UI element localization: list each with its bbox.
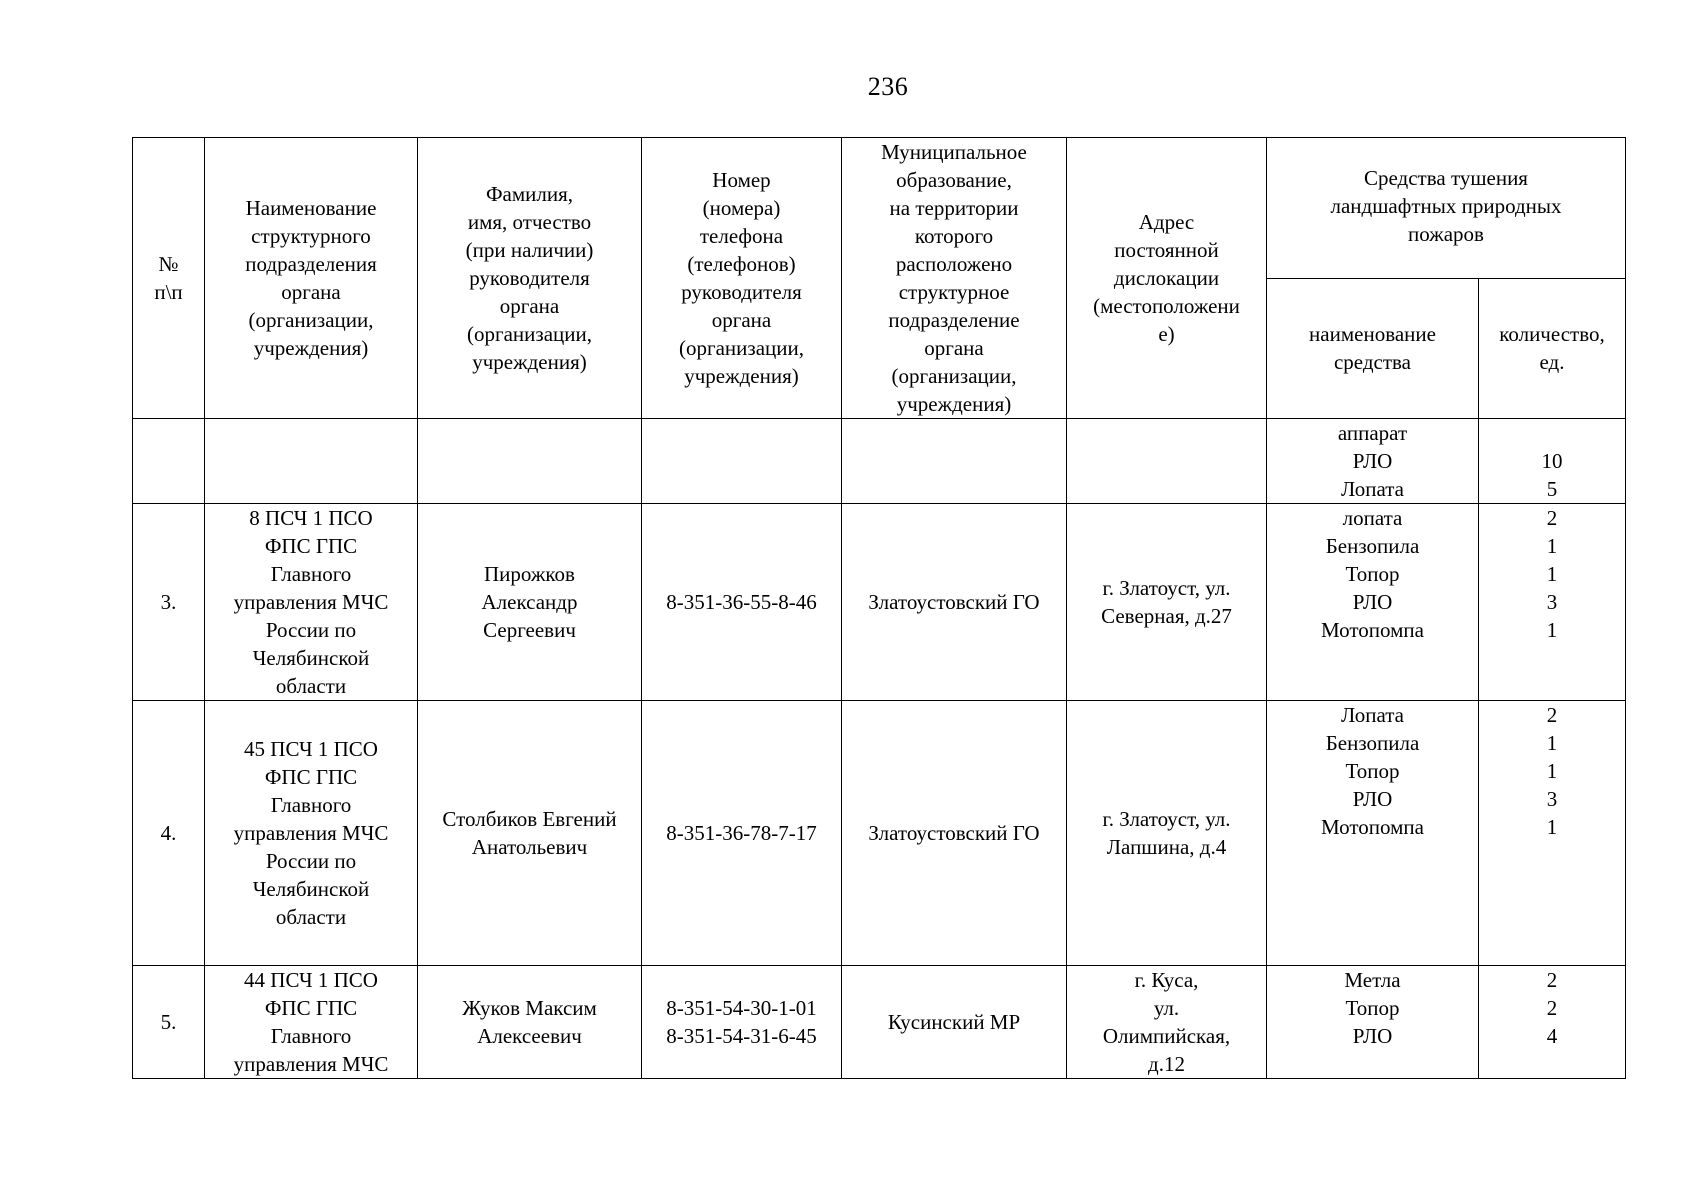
header-unit: Наименование структурного подразделения органа (организации, учреждения)	[205, 138, 418, 419]
cell-unit	[205, 419, 418, 504]
header-num: № п\п	[133, 138, 205, 419]
cell-address: г. Златоуст, ул. Лапшина, д.4	[1067, 701, 1267, 966]
table-row	[133, 504, 1626, 701]
cell-means-names: аппарат РЛО Лопата	[1267, 419, 1479, 504]
cell-means-qty: 2 2 4	[1479, 966, 1626, 1079]
cell-num: 4.	[133, 701, 205, 966]
cell-municipality: Златоустовский ГО	[842, 701, 1067, 966]
cell-head: Пирожков Александр Сергеевич	[418, 504, 642, 701]
cell-address: г. Златоуст, ул. Северная, д.27	[1067, 504, 1267, 701]
cell-means-names: лопата Бензопила Топор РЛО Мотопомпа	[1267, 504, 1479, 701]
header-municipality: Муниципальное образование, на территории которого расположено структурное подразделение органа (организации, учреждения)	[842, 138, 1067, 419]
cell-unit: 45 ПСЧ 1 ПСО ФПС ГПС Главного управления МЧС России по Челябинской области	[205, 701, 418, 966]
cell-means-qty: 2 1 1 3 1	[1479, 701, 1626, 966]
cell-phone: 8-351-36-78-7-17	[642, 701, 842, 966]
header-means-name: наименование средства	[1267, 278, 1479, 419]
cell-means-names: Метла Топор РЛО	[1267, 966, 1479, 1079]
table-row	[133, 966, 1626, 1079]
page-number: 236	[867, 72, 909, 101]
cell-address	[1067, 419, 1267, 504]
fire-means-table	[132, 137, 1626, 1079]
cell-phone: 8-351-36-55-8-46	[642, 504, 842, 701]
cell-means-qty: 10 5	[1479, 419, 1626, 504]
header-head: Фамилия, имя, отчество (при наличии) руководителя органа (организации, учреждения)	[418, 138, 642, 419]
cell-means-names: Лопата Бензопила Топор РЛО Мотопомпа	[1267, 701, 1479, 966]
table-row	[133, 701, 1626, 966]
cell-unit: 44 ПСЧ 1 ПСО ФПС ГПС Главного управления МЧС	[205, 966, 418, 1079]
cell-municipality: Кусинский МР	[842, 966, 1067, 1079]
header-row	[133, 138, 1626, 279]
cell-phone: 8-351-54-30-1-01 8-351-54-31-6-45	[642, 966, 842, 1079]
cell-head: Столбиков Евгений Анатольевич	[418, 701, 642, 966]
header-means-qty: количество, ед.	[1479, 278, 1626, 419]
header-means: Средства тушения ландшафтных природных пожаров	[1267, 138, 1626, 279]
header-phone: Номер (номера) телефона (телефонов) руководителя органа (организации, учреждения)	[642, 138, 842, 419]
cell-num: 3.	[133, 504, 205, 701]
cell-address: г. Куса, ул. Олимпийская, д.12	[1067, 966, 1267, 1079]
cell-head: Жуков Максим Алексеевич	[418, 966, 642, 1079]
table-row	[133, 419, 1626, 504]
cell-municipality: Златоустовский ГО	[842, 504, 1067, 701]
cell-num	[133, 419, 205, 504]
cell-head	[418, 419, 642, 504]
cell-unit: 8 ПСЧ 1 ПСО ФПС ГПС Главного управления МЧС России по Челябинской области	[205, 504, 418, 701]
cell-phone	[642, 419, 842, 504]
cell-num: 5.	[133, 966, 205, 1079]
header-address: Адрес постоянной дислокации (местоположени е)	[1067, 138, 1267, 419]
cell-means-qty: 2 1 1 3 1	[1479, 504, 1626, 701]
cell-municipality	[842, 419, 1067, 504]
